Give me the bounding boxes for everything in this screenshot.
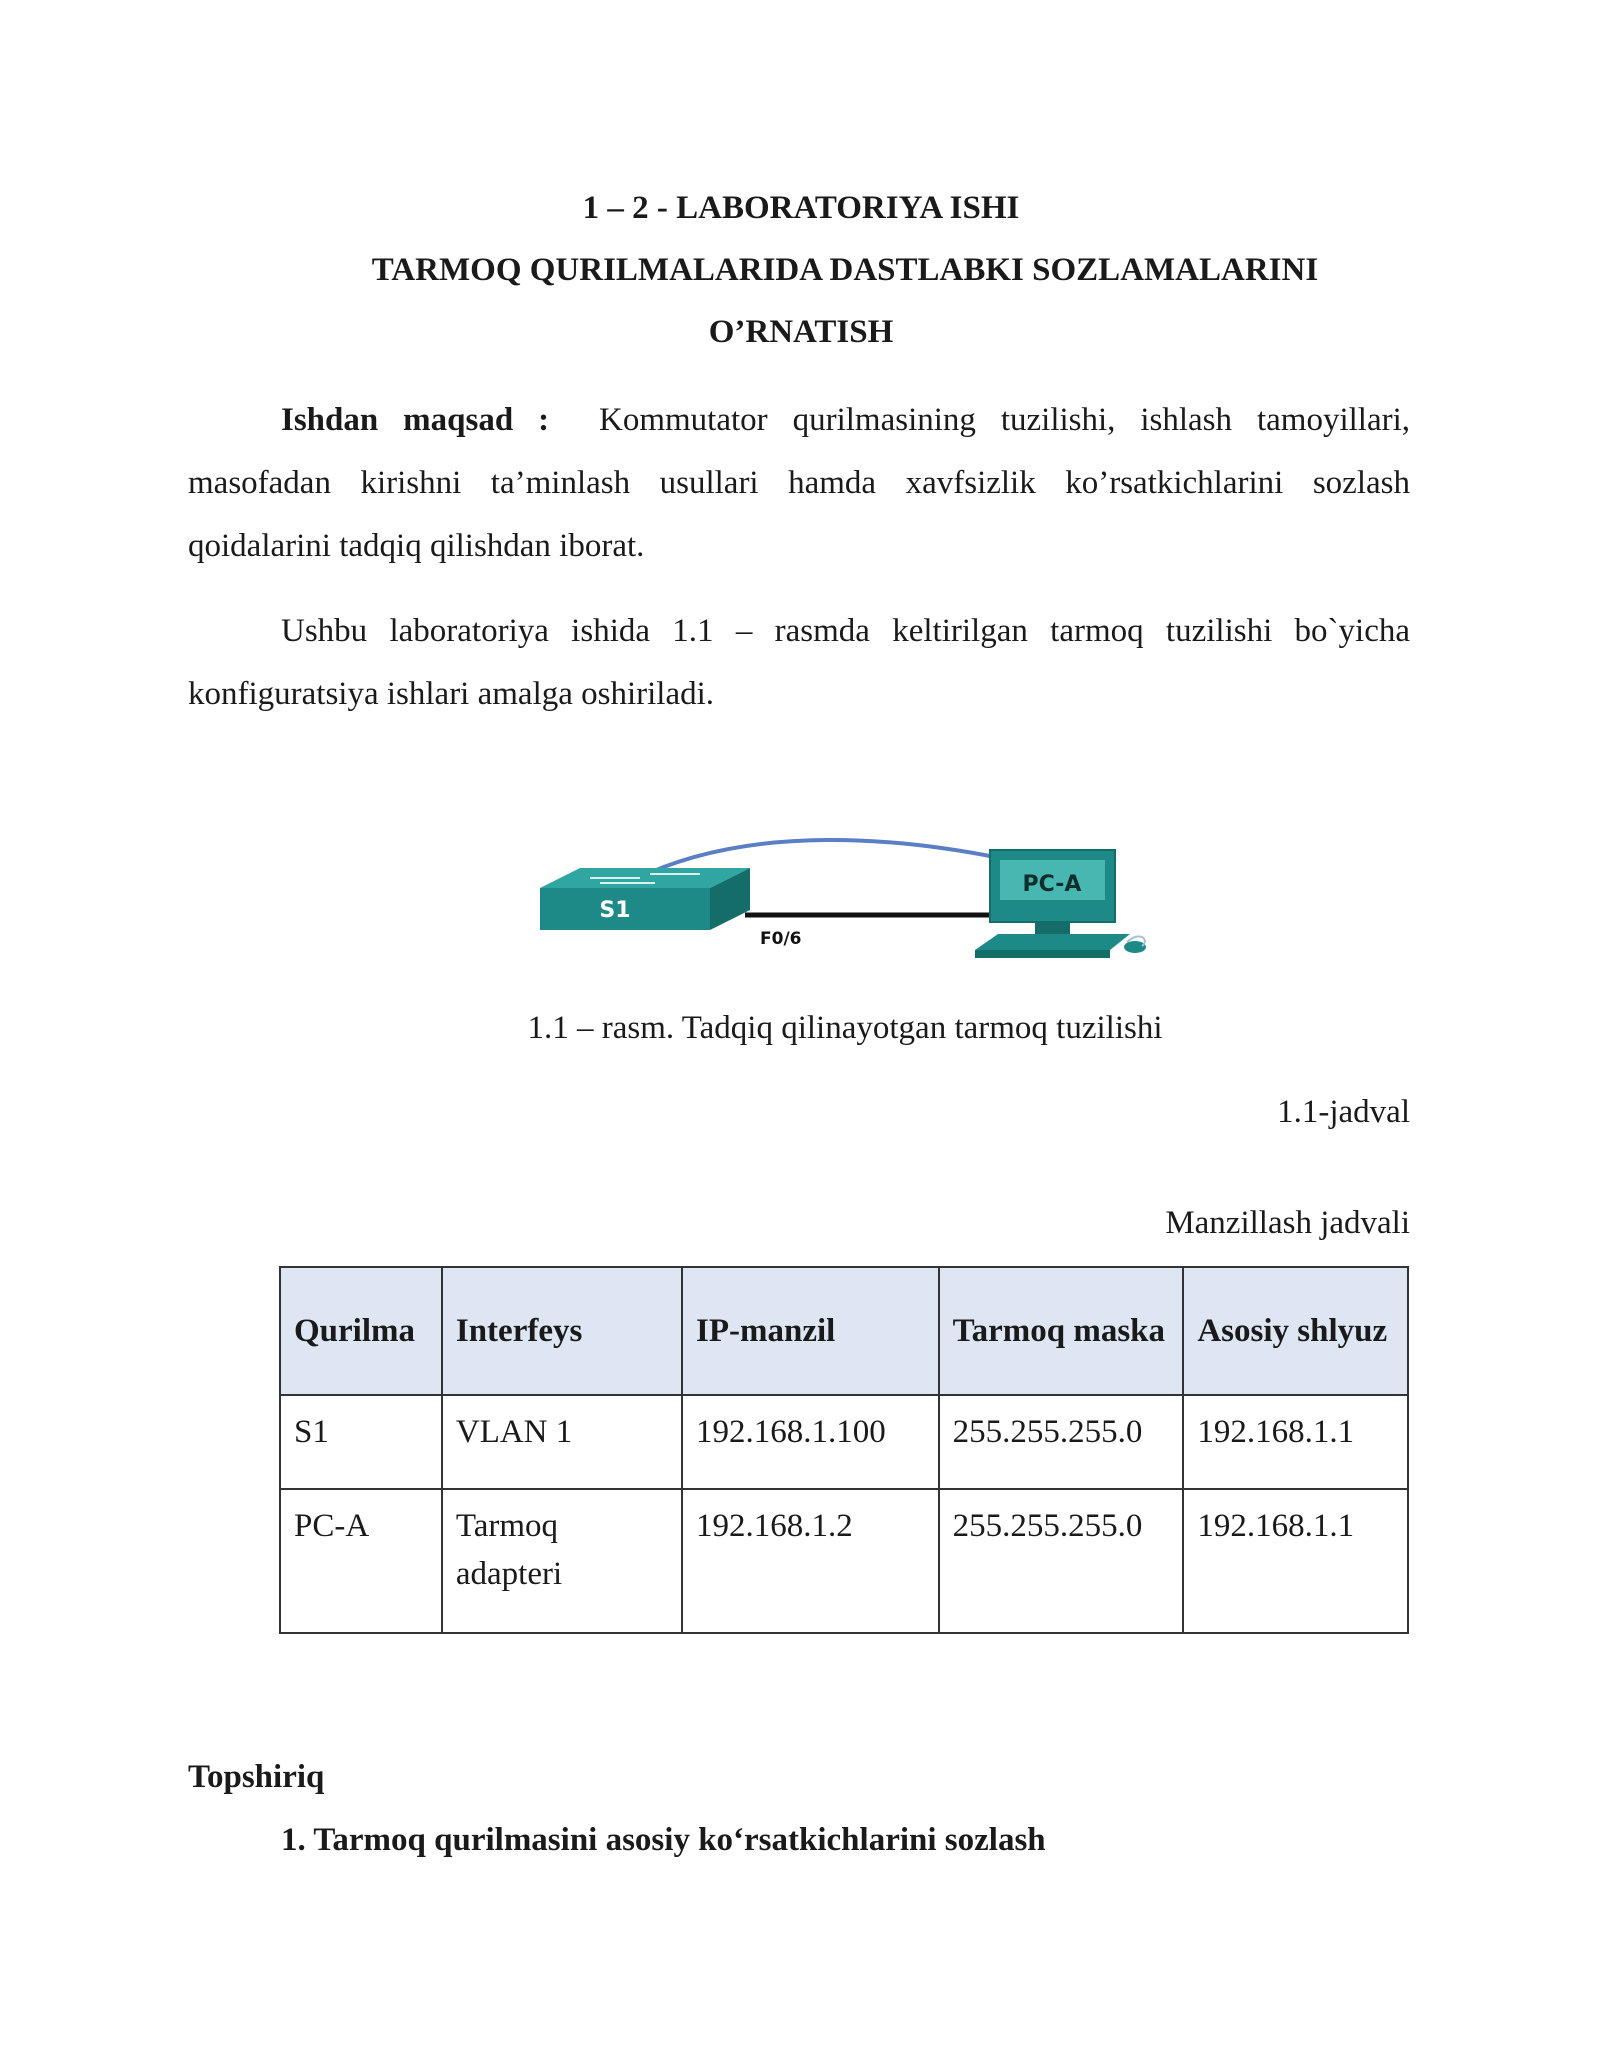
table-cell: 255.255.255.0 xyxy=(939,1395,1184,1489)
table-cell: 192.168.1.1 xyxy=(1183,1489,1408,1633)
table-header-cell: Tarmoq maska xyxy=(939,1267,1184,1395)
table-row xyxy=(280,1489,1408,1633)
lab-number-title: 1 – 2 - LABORATORIYA ISHI xyxy=(582,190,1020,226)
purpose-paragraph xyxy=(188,389,1410,578)
purpose-text: Kommutator qurilmasining tuzilishi, ishlash tamoyillari, masofadan kirishni ta’minlash usullari hamda xavfsizlik ko’rsatkichlarini sozlash qoidalarini tadqiq qilishdan iborat. xyxy=(188,402,1410,564)
table-header-cell: Asosiy shlyuz xyxy=(1183,1267,1408,1395)
figure-caption: 1.1 – rasm. Tadqiq qilinayotgan tarmoq tuzilishi xyxy=(527,1010,1163,1046)
table-number: 1.1-jadval xyxy=(1277,1094,1410,1130)
table-cell: S1 xyxy=(280,1395,442,1489)
table-title: Manzillash jadvali xyxy=(1165,1205,1410,1241)
network-topology-figure xyxy=(530,830,1150,970)
table-header-cell: IP-manzil xyxy=(682,1267,939,1395)
port-label: F0/6 xyxy=(760,929,802,949)
intro-paragraph: Ushbu laboratoriya ishida 1.1 – rasmda keltirilgan tarmoq tuzilishi bo`yicha konfiguratsiya ishlari amalga oshiriladi. xyxy=(188,613,1410,712)
table-cell: VLAN 1 xyxy=(442,1395,682,1489)
pc-a-icon xyxy=(975,850,1146,958)
task-heading: Topshiriq xyxy=(188,1759,325,1795)
table-header-cell: Interfeys xyxy=(442,1267,682,1395)
table-cell: Tarmoq adapteri xyxy=(442,1489,682,1633)
switch-label: S1 xyxy=(599,898,631,923)
pc-label: PC-A xyxy=(1022,872,1082,897)
table-cell: 192.168.1.1 xyxy=(1183,1395,1408,1489)
table-cell: 192.168.1.100 xyxy=(682,1395,939,1489)
table-cell: 255.255.255.0 xyxy=(939,1489,1184,1633)
lab-title-line: TARMOQ QURILMALARIDA DASTLABKI SOZLAMALARINI xyxy=(371,252,1319,288)
purpose-label: Ishdan maqsad : xyxy=(281,402,550,438)
table-cell: PC-A xyxy=(280,1489,442,1633)
table-header-row xyxy=(280,1267,1408,1395)
table-header-cell: Qurilma xyxy=(280,1267,442,1395)
task-item: 1. Tarmoq qurilmasini asosiy ko‘rsatkichlarini sozlash xyxy=(281,1822,1046,1858)
addressing-table xyxy=(279,1266,1409,1634)
switch-s1-icon xyxy=(540,868,750,930)
lab-title-line-2: O’RNATISH xyxy=(708,314,894,350)
table-cell: 192.168.1.2 xyxy=(682,1489,939,1633)
table-row xyxy=(280,1395,1408,1489)
